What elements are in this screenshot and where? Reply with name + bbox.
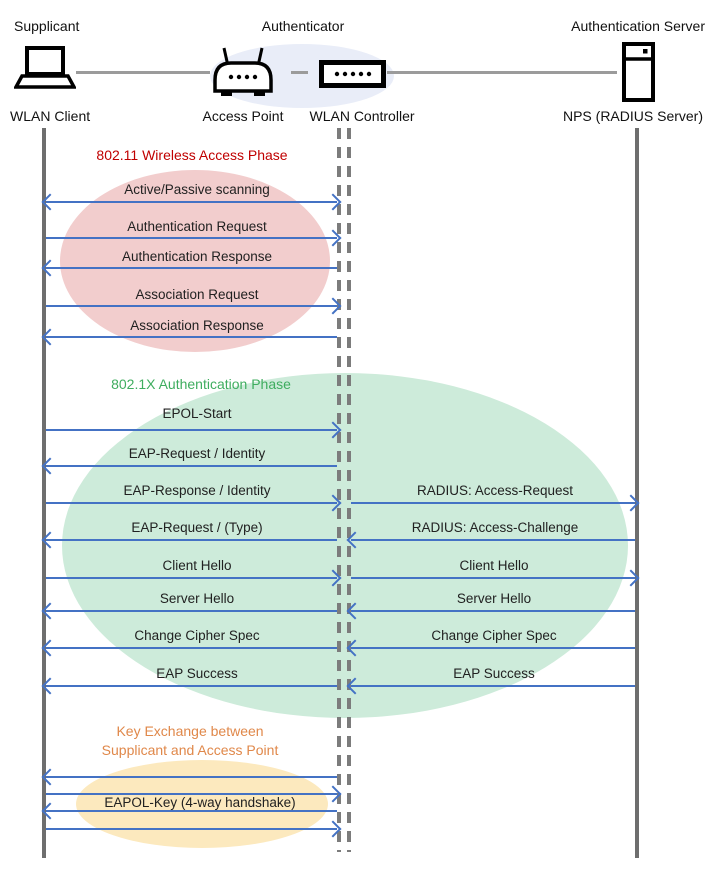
role-supplicant: Supplicant <box>14 18 80 34</box>
phase3-title-line2: Supplicant and Access Point <box>101 742 279 758</box>
phase2-ellipse <box>62 373 628 718</box>
arrow-line <box>46 539 337 541</box>
message-label: RADIUS: Access-Request <box>416 483 574 498</box>
lifeline-radius-server <box>635 128 639 858</box>
role-authentication-server: Authentication Server <box>571 18 705 34</box>
message-label: RADIUS: Access-Challenge <box>411 520 579 535</box>
arrow-line <box>46 305 337 307</box>
laptop-icon <box>14 45 76 91</box>
node-wlan-controller: WLAN Controller <box>309 108 415 124</box>
arrow-line <box>351 610 635 612</box>
message-label: EPOL-Start <box>162 406 232 421</box>
arrow-line <box>351 502 635 504</box>
message-label: EAP-Request / (Type) <box>131 520 263 535</box>
arrow-line <box>46 502 337 504</box>
arrow-line <box>351 685 635 687</box>
lifeline-authenticator-right <box>347 128 351 852</box>
message-label: EAP Success <box>156 666 238 681</box>
arrow-line <box>46 201 337 203</box>
message-label: Client Hello <box>162 558 232 573</box>
arrow-line <box>46 776 337 778</box>
message-label: EAP-Response / Identity <box>123 483 271 498</box>
arrow-line <box>46 465 337 467</box>
connector-client-ap <box>76 71 210 74</box>
arrow-line <box>351 647 635 649</box>
phase1-title: 802.11 Wireless Access Phase <box>96 147 288 163</box>
arrow-line <box>46 237 337 239</box>
connector-controller-server <box>387 71 617 74</box>
node-access-point: Access Point <box>202 108 284 124</box>
arrow-line <box>46 647 337 649</box>
arrow-line <box>46 336 337 338</box>
message-label: Association Request <box>135 287 259 302</box>
arrow-line <box>46 810 337 812</box>
message-label: Server Hello <box>159 591 235 606</box>
node-nps: NPS (RADIUS Server) <box>562 108 704 124</box>
arrow-line <box>351 577 635 579</box>
message-label: Authentication Response <box>121 249 273 264</box>
message-label: Association Response <box>130 318 264 333</box>
message-label: EAP-Request / Identity <box>128 446 266 461</box>
arrow-line <box>46 828 337 830</box>
message-label: Change Cipher Spec <box>431 628 557 643</box>
arrow-line <box>351 539 635 541</box>
role-authenticator: Authenticator <box>261 18 345 34</box>
message-label: Authentication Request <box>127 219 267 234</box>
server-icon <box>622 42 656 103</box>
phase3-title-line1: Key Exchange between <box>116 723 264 739</box>
message-label: EAP Success <box>453 666 535 681</box>
arrow-line <box>46 429 337 431</box>
arrow-line <box>46 267 337 269</box>
arrow-line <box>46 610 337 612</box>
access-point-icon <box>212 46 274 98</box>
arrow-line <box>46 685 337 687</box>
message-label: Client Hello <box>459 558 529 573</box>
message-label: Change Cipher Spec <box>134 628 260 643</box>
message-label: Server Hello <box>456 591 532 606</box>
message-label: EAPOL-Key (4-way handshake) <box>104 795 296 810</box>
message-label: Active/Passive scanning <box>124 182 270 197</box>
connector-ap-controller <box>291 71 308 74</box>
arrow-line <box>46 577 337 579</box>
wlan-controller-icon <box>319 60 386 89</box>
phase2-title: 802.1X Authentication Phase <box>111 376 291 392</box>
node-wlan-client: WLAN Client <box>10 108 91 124</box>
